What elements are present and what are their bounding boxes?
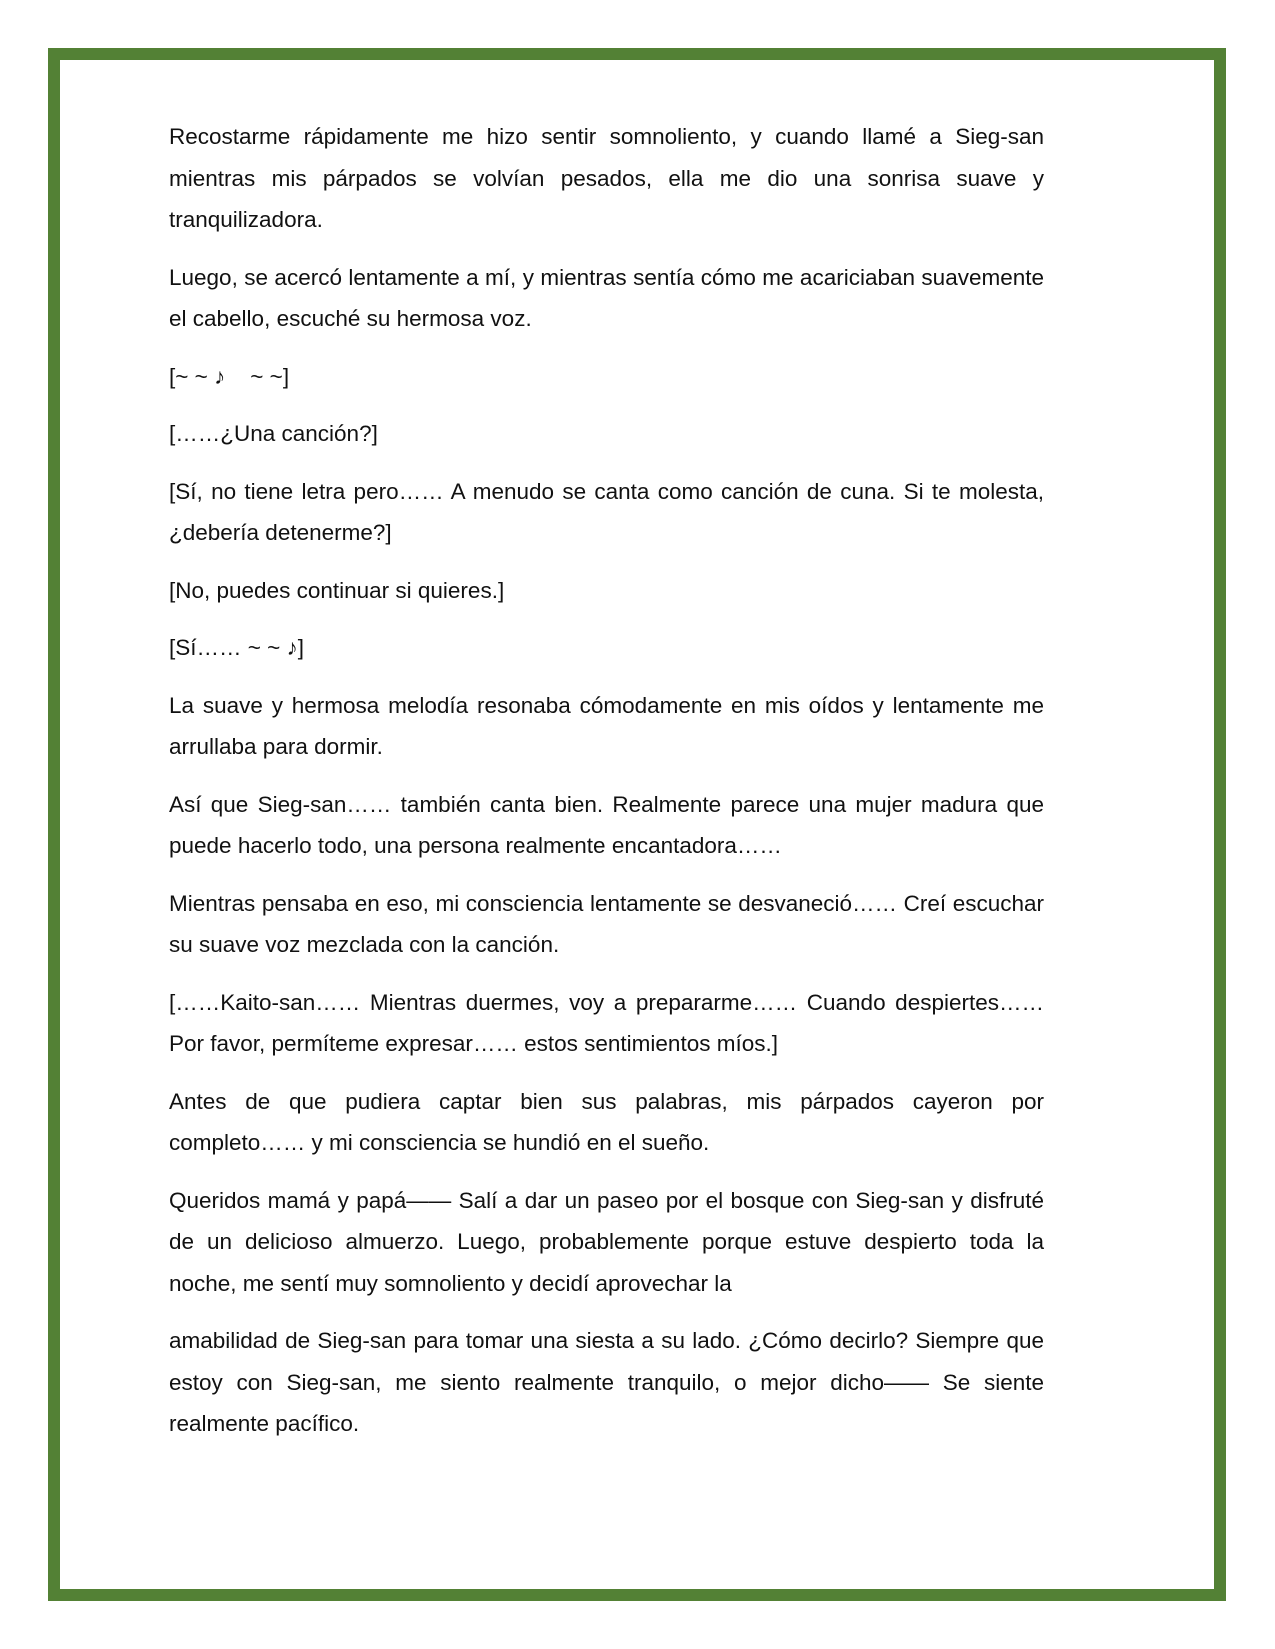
paragraph-song: [~ ~ ♪ ~ ~] [169,363,290,389]
paragraph-dialogue: [Sí, no tiene letra pero…… A menudo se canta como canción de cuna. Si te molesta, ¿debería detenerme?] [169,478,1044,545]
paragraph-dialogue: [No, puedes continuar si quieres.] [169,577,505,603]
paragraph: Luego, se acercó lentamente a mí, y mientras sentía cómo me acariciaban suavemente el cabello, escuché su hermosa voz. [169,264,1044,331]
paragraph: La suave y hermosa melodía resonaba cómodamente en mis oídos y lentamente me arrullaba para dormir. [169,692,1044,759]
paragraph-dialogue: [……¿Una canción?] [169,421,378,446]
paragraph: Antes de que pudiera captar bien sus palabras, mis párpados cayeron por completo…… y mi consciencia se hundió en el sueño. [169,1088,1044,1155]
paragraph: Queridos mamá y papá—— Salí a dar un paseo por el bosque con Sieg-san y disfruté de un delicioso almuerzo. Luego, probablemente porque estuve despierto toda la noche, me sentí muy somnoliento y decidí aprovechar la [169,1187,1044,1296]
document-body [169,116,1044,1461]
paragraph: Mientras pensaba en eso, mi consciencia lentamente se desvaneció…… Creí escuchar su suave voz mezclada con la canción. [169,890,1044,957]
paragraph-dialogue: [……Kaito-san…… Mientras duermes, voy a prepararme…… Cuando despiertes…… Por favor, permíteme expresar…… estos sentimientos míos.] [169,989,1044,1056]
paragraph: Así que Sieg-san…… también canta bien. Realmente parece una mujer madura que puede hacerlo todo, una persona realmente encantadora…… [169,791,1044,858]
paragraph: Recostarme rápidamente me hizo sentir somnoliento, y cuando llamé a Sieg-san mientras mis párpados se volvían pesados, ella me dio una sonrisa suave y tranquilizadora. [169,124,1044,232]
paragraph: amabilidad de Sieg-san para tomar una siesta a su lado. ¿Cómo decirlo? Siempre que estoy con Sieg-san, me siento realmente tranquilo, o mejor dicho—— Se siente realmente pacífico. [169,1328,1044,1436]
paragraph-dialogue: [Sí…… ~ ~ ♪] [169,635,305,660]
